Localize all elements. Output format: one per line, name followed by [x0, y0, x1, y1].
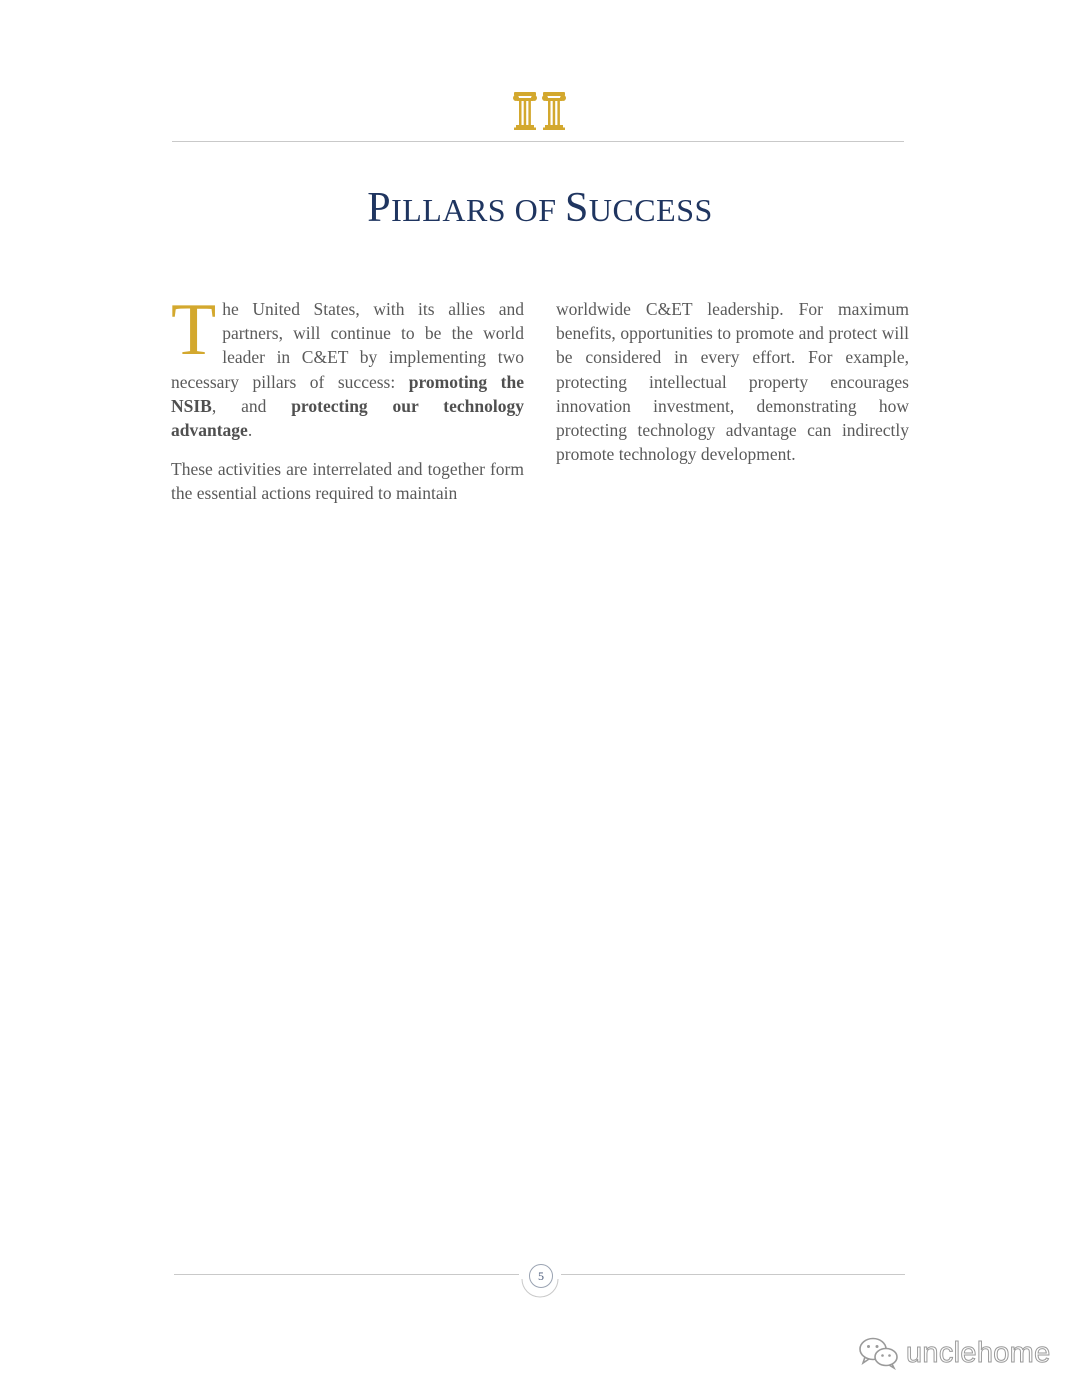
page-title — [0, 184, 1080, 232]
intro-text-2: , and — [211, 395, 292, 416]
watermark — [858, 1333, 1051, 1373]
body-column-left — [171, 289, 525, 521]
intro-bold-1: promoting the NSIB — [171, 371, 525, 416]
title-cap-2: S — [564, 185, 589, 231]
intro-text-3: . — [247, 420, 253, 441]
continued-paragraph: worldwide C&ET leadership. For maximum benefits, opportunities to promote and protect will be considered in every effort. For example, protecting intellectual property encourages innovation investment, demonstrating how protecting technology advantage can indirectly promote technology development. — [556, 299, 909, 465]
wechat-icon — [858, 1336, 900, 1370]
page-number-badge — [519, 1257, 561, 1299]
intro-bold-2: protecting our technology advantage — [171, 395, 524, 441]
footer-divider-left — [174, 1274, 519, 1275]
header-divider — [172, 141, 904, 142]
title-rest-1: ILLARS OF — [391, 192, 565, 228]
title-cap-1: P — [367, 185, 392, 231]
pillars-icon — [512, 92, 568, 130]
footer-divider-right — [561, 1274, 905, 1275]
intro-text-1: he United States, with its allies and partners, will continue to be the world leader in C&ET by implementing two necessary pillars of success: — [171, 299, 524, 392]
intro-paragraph — [171, 289, 525, 442]
page-number: 5 — [529, 1264, 553, 1288]
title-rest-2: UCCESS — [588, 192, 713, 228]
drop-cap: T — [171, 289, 217, 371]
second-paragraph: These activities are interrelated and together form the essential actions required to maintain — [171, 459, 524, 504]
watermark-text: unclehome — [906, 1336, 1051, 1369]
body-column-right — [556, 297, 909, 481]
